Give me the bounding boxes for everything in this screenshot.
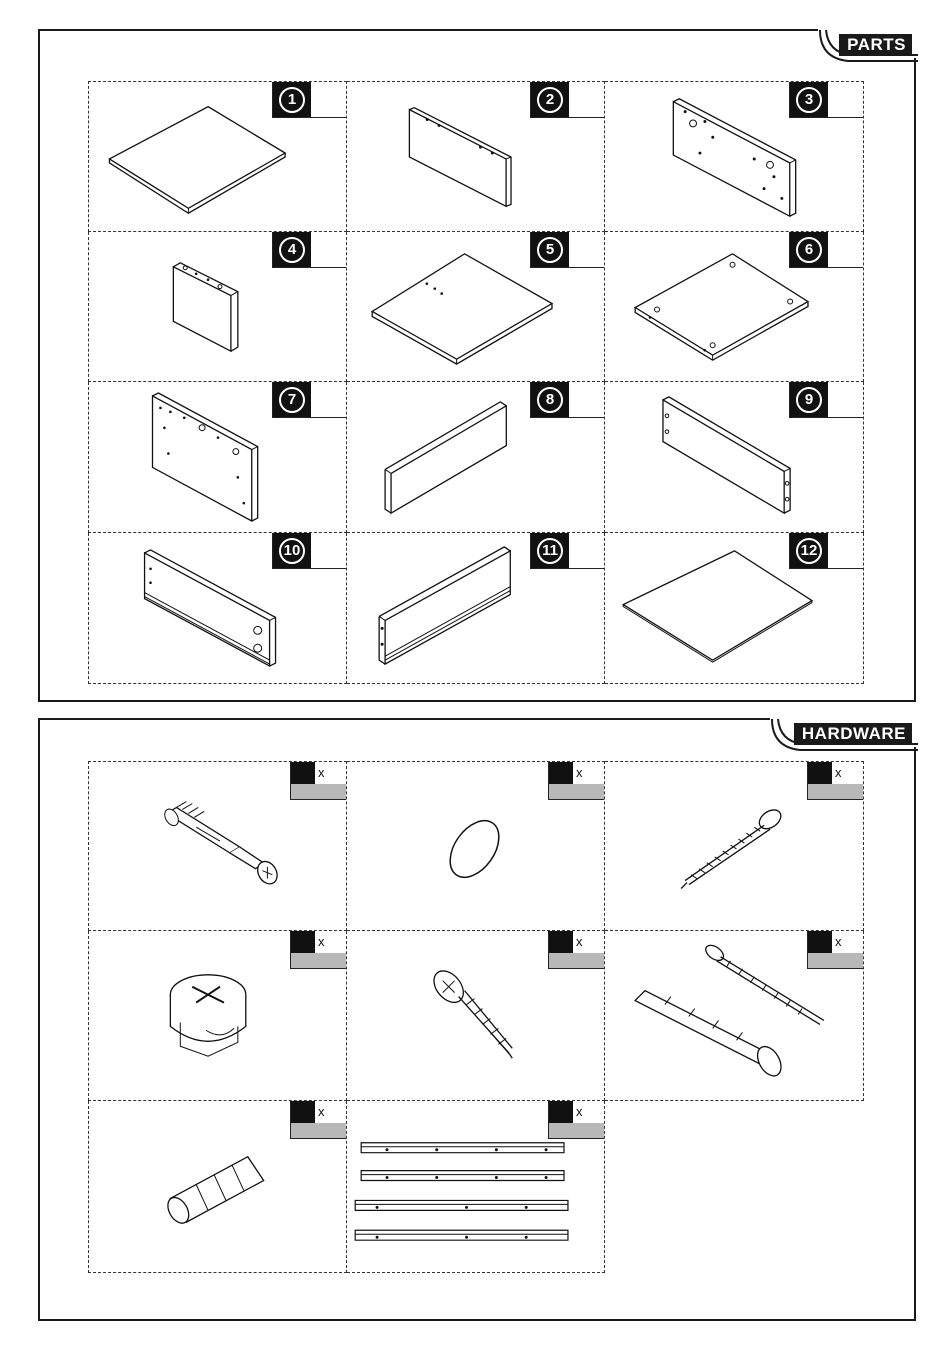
grooved-rail-icon <box>89 533 346 683</box>
part-number: 8 <box>537 387 563 413</box>
flat-board-icon <box>89 82 346 231</box>
part-cell-2 <box>347 81 605 232</box>
part-cell-3 <box>605 81 864 232</box>
small-panel-icon <box>89 232 346 381</box>
wall-anchor-and-screw-icon <box>605 931 863 1100</box>
quantity-label: x <box>835 765 842 780</box>
part-cell-8 <box>347 382 605 533</box>
drawer-slides-icon <box>347 1101 604 1272</box>
washer-ring-icon <box>347 762 604 930</box>
part-number: 4 <box>279 237 305 263</box>
quantity-label: x <box>318 1104 325 1119</box>
quantity-label: x <box>576 765 583 780</box>
drilled-side-panel-icon <box>605 82 863 231</box>
part-number: 6 <box>796 237 822 263</box>
shelf-board-icon <box>347 232 604 381</box>
thin-back-sheet-icon <box>605 533 863 683</box>
short-screw-icon <box>347 931 604 1100</box>
part-cell-10 <box>88 533 347 684</box>
drilled-back-panel-icon <box>89 382 346 532</box>
quantity-label: x <box>318 934 325 949</box>
hardware-cell-1 <box>88 761 347 931</box>
hardware-cell-6 <box>605 931 864 1101</box>
wood-dowel-icon <box>89 1101 346 1272</box>
drilled-base-board-icon <box>605 232 863 381</box>
quantity-label: x <box>318 765 325 780</box>
part-number: 5 <box>537 237 563 263</box>
quantity-label: x <box>576 1104 583 1119</box>
part-number: 1 <box>279 87 305 113</box>
quantity-label: x <box>576 934 583 949</box>
empty-cell <box>605 1101 864 1273</box>
part-number: 2 <box>537 87 563 113</box>
hardware-cell-8 <box>347 1101 605 1273</box>
hardware-grid <box>88 761 864 1273</box>
part-cell-5 <box>347 232 605 382</box>
drilled-rail-icon <box>605 382 863 532</box>
parts-tab <box>818 28 918 58</box>
part-number: 3 <box>796 87 822 113</box>
hardware-cell-2 <box>347 761 605 931</box>
part-cell-6 <box>605 232 864 382</box>
cam-lock-icon <box>89 931 346 1100</box>
part-cell-1 <box>88 81 347 232</box>
part-cell-12 <box>605 533 864 684</box>
part-number: 7 <box>279 387 305 413</box>
rail-board-icon <box>347 382 604 532</box>
long-screw-icon <box>605 762 863 930</box>
parts-title: PARTS <box>839 34 912 56</box>
hardware-cell-7 <box>88 1101 347 1273</box>
part-number: 9 <box>796 387 822 413</box>
grooved-rail-icon <box>347 533 604 683</box>
hardware-title: HARDWARE <box>794 723 912 745</box>
hardware-cell-5 <box>347 931 605 1101</box>
hardware-cell-4 <box>88 931 347 1101</box>
parts-grid <box>88 81 864 684</box>
part-number: 11 <box>537 538 563 564</box>
side-panel-icon <box>347 82 604 231</box>
hardware-tab <box>770 717 918 747</box>
part-cell-7 <box>88 382 347 533</box>
part-number: 12 <box>796 538 822 564</box>
quantity-label: x <box>835 934 842 949</box>
part-cell-4 <box>88 232 347 382</box>
part-number: 10 <box>279 538 305 564</box>
hardware-cell-3 <box>605 761 864 931</box>
part-cell-9 <box>605 382 864 533</box>
part-cell-11 <box>347 533 605 684</box>
cam-bolt-icon <box>89 762 346 930</box>
